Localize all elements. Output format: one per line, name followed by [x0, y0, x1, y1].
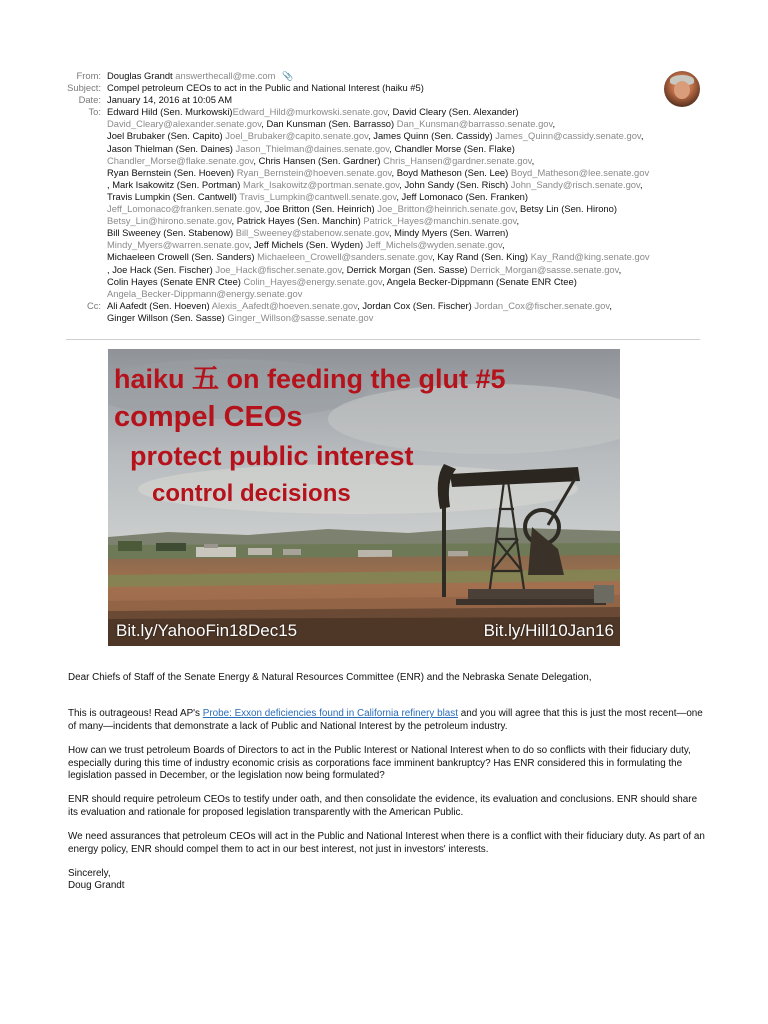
recipient-email[interactable]: Ryan_Bernstein@hoeven.senate.gov: [236, 166, 392, 178]
recipient-line: [107, 227, 704, 239]
sender-avatar: [664, 71, 700, 107]
recipient-email[interactable]: Derrick_Morgan@sasse.senate.gov: [470, 263, 619, 275]
poster-link-right: Bit.ly/Hill10Jan16: [483, 621, 614, 640]
recipient-line: [107, 300, 704, 312]
recipient-line: [107, 203, 704, 215]
sender-name[interactable]: Douglas Grandt: [107, 70, 173, 81]
cc-label: Cc:: [86, 299, 101, 311]
greeting: Dear Chiefs of Staff of the Senate Energy & Natural Resources Committee (ENR) and the Nebraska Senate Delegation,: [68, 672, 592, 683]
email-body: [68, 672, 708, 893]
recipient-line: [107, 276, 704, 288]
recipient-email[interactable]: James_Quinn@cassidy.senate.gov: [495, 130, 641, 142]
recipient-email[interactable]: Chandler_Morse@flake.senate.gov: [107, 154, 254, 166]
recipient-line: [107, 264, 704, 276]
recipient-name[interactable]: Joel Brubaker (Sen. Capito): [107, 130, 226, 142]
recipient-name[interactable]: Ali Aafedt (Sen. Hoeven): [107, 299, 212, 311]
subject-row: [54, 82, 704, 94]
poster-link-left: Bit.ly/YahooFin18Dec15: [116, 621, 298, 640]
recipient-name[interactable]: Ryan Bernstein (Sen. Hoeven): [107, 166, 237, 178]
recipient-email[interactable]: Jeff_Michels@wyden.senate.gov: [365, 239, 503, 251]
recipient-email[interactable]: Joel_Brubaker@capito.senate.gov: [225, 130, 369, 142]
recipient-email[interactable]: Kay_Rand@king.senate.gov: [530, 251, 650, 263]
haiku-poster-image: [108, 349, 620, 646]
recipient-name[interactable]: , Jeff Michels (Sen. Wyden): [248, 239, 366, 251]
recipient-email[interactable]: John_Sandy@risch.senate.gov: [510, 178, 641, 190]
poster-title: haiku 五 on feeding the glut #5: [114, 364, 506, 394]
recipient-line: [107, 167, 704, 179]
recipient-email[interactable]: Michaeleen_Crowell@sanders.senate.gov: [257, 251, 433, 263]
recipient-line: [107, 143, 704, 155]
recipient-email[interactable]: Joe_Britton@heinrich.senate.gov: [377, 203, 515, 215]
recipient-email[interactable]: Travis_Lumpkin@cantwell.senate.gov: [239, 190, 397, 202]
recipient-name[interactable]: , Betsy Lin (Sen. Hirono): [514, 203, 617, 215]
recipient-name[interactable]: , Angela Becker-Dippmann (Senate ENR Ctee): [381, 275, 577, 287]
recipient-name[interactable]: , John Sandy (Sen. Risch): [399, 178, 511, 190]
recipient-name[interactable]: ,: [618, 263, 622, 275]
recipient-name[interactable]: ,: [609, 299, 612, 311]
email-header: [54, 70, 704, 324]
date-label: Date:: [78, 94, 101, 106]
recipient-name[interactable]: ,: [552, 118, 556, 130]
recipient-line: [107, 239, 704, 251]
to-row: [54, 106, 704, 300]
recipient-name[interactable]: , Jordan Cox (Sen. Fischer): [357, 299, 475, 311]
recipient-name[interactable]: , Mark Isakowitz (Sen. Portman): [107, 178, 243, 190]
recipient-name[interactable]: , David Cleary (Sen. Alexander): [387, 106, 519, 118]
recipient-name[interactable]: Edward Hild (Sen. Murkowski): [107, 106, 233, 118]
subject-label: Subject:: [67, 82, 101, 94]
recipient-name[interactable]: ,: [640, 130, 644, 142]
recipient-email[interactable]: Betsy_Lin@hirono.senate.gov: [107, 215, 232, 227]
cc-recipient-list: [107, 300, 704, 324]
recipient-name[interactable]: , Patrick Hayes (Sen. Manchin): [231, 215, 364, 227]
paragraph-3: ENR should require petroleum CEOs to testify under oath, and then consolidate the evidence, its evaluation and conclusions. ENR should share its evaluation and rationale for proposed legislation transparently with the American Public.: [68, 794, 698, 818]
recipient-email[interactable]: Chris_Hansen@gardner.senate.gov: [383, 154, 532, 166]
haiku-line-2: protect public interest: [130, 441, 414, 471]
recipient-name[interactable]: , Joe Hack (Sen. Fischer): [107, 263, 216, 275]
recipient-email[interactable]: Mindy_Myers@warren.senate.gov: [107, 239, 249, 251]
recipient-email[interactable]: Angela_Becker-Dippmann@energy.senate.gov: [107, 287, 303, 299]
paragraph-2: How can we trust petroleum Boards of Directors to act in the Public Interest or National Interest when to do so conflicts with their fiduciary duty, especially during this time of industry economic crisis as corporations face imminent bankruptcy? Has ENR considered this in formulating the legislation passed in December, or the legislation now being formulated?: [68, 745, 691, 782]
date-text: January 14, 2016 at 10:05 AM: [107, 94, 233, 106]
recipient-line: [107, 118, 704, 130]
recipient-line: [107, 155, 704, 167]
from-row: [54, 70, 704, 82]
ap-probe-link[interactable]: Probe: Exxon deficiencies found in California refinery blast: [202, 708, 458, 720]
recipient-name[interactable]: Michaeleen Crowell (Sen. Sanders): [107, 251, 258, 263]
recipient-name[interactable]: , Dan Kunsman (Sen. Barrasso): [261, 118, 397, 130]
recipient-email[interactable]: Jason_Thielman@daines.senate.gov: [235, 142, 390, 154]
recipient-email[interactable]: Patrick_Hayes@manchin.senate.gov: [363, 215, 517, 227]
recipient-name[interactable]: , Mindy Myers (Sen. Warren): [388, 227, 509, 239]
recipient-email[interactable]: Jeff_Lomonaco@franken.senate.gov: [107, 203, 260, 215]
recipient-email[interactable]: Joe_Hack@fischer.senate.gov: [215, 263, 342, 275]
recipient-email[interactable]: Dan_Kunsman@barrasso.senate.gov: [396, 118, 553, 130]
recipient-name[interactable]: , Boyd Matheson (Sen. Lee): [391, 166, 511, 178]
recipient-email[interactable]: Alexis_Aafedt@hoeven.senate.gov: [211, 299, 358, 311]
recipient-line: [107, 251, 704, 263]
from-label: From:: [76, 70, 101, 81]
closing: Sincerely,: [68, 868, 111, 880]
recipient-email[interactable]: Jordan_Cox@fischer.senate.gov: [474, 299, 610, 311]
recipient-line: [107, 215, 704, 227]
recipient-name[interactable]: , Kay Rand (Sen. King): [432, 251, 531, 263]
recipient-email[interactable]: Boyd_Matheson@lee.senate.gov: [510, 166, 650, 178]
recipient-email[interactable]: David_Cleary@alexander.senate.gov: [107, 118, 262, 130]
paragraph-1: [68, 708, 708, 733]
recipient-name[interactable]: ,: [531, 154, 535, 166]
recipient-name[interactable]: Bill Sweeney (Sen. Stabenow): [107, 227, 236, 239]
sender-email[interactable]: answerthecall@me.com: [175, 70, 276, 81]
recipient-email[interactable]: Edward_Hild@murkowski.senate.gov: [232, 106, 388, 118]
recipient-name[interactable]: Travis Lumpkin (Sen. Cantwell): [107, 190, 240, 202]
recipient-email[interactable]: Colin_Hayes@energy.senate.gov: [243, 275, 382, 287]
recipient-line: [107, 288, 704, 300]
recipient-name[interactable]: , Derrick Morgan (Sen. Sasse): [341, 263, 471, 275]
recipient-line: [107, 106, 704, 118]
cc-row: [54, 300, 704, 324]
attachment-icon: 📎: [282, 71, 294, 81]
paragraph-1-rest: and you will agree that this is just the most recent—one of many—incidents that demonstrate a lack of Public and National Interest by the petroleum industry.: [68, 708, 703, 732]
subject-text: Compel petroleum CEOs to act in the Public and National Interest (haiku #5): [107, 82, 424, 94]
recipient-line: [107, 191, 704, 203]
recipient-name[interactable]: , Jeff Lomonaco (Sen. Franken): [396, 190, 528, 202]
recipient-name[interactable]: , Joe Britton (Sen. Heinrich): [259, 203, 378, 215]
recipient-name[interactable]: ,: [502, 239, 505, 251]
recipient-email[interactable]: Mark_Isakowitz@portman.senate.gov: [242, 178, 400, 190]
to-label: To:: [88, 106, 101, 118]
recipient-name[interactable]: , Chris Hansen (Sen. Gardner): [253, 154, 384, 166]
haiku-line-1: compel CEOs: [114, 401, 303, 433]
recipient-name[interactable]: Jason Thielman (Sen. Daines): [107, 142, 236, 154]
recipient-name[interactable]: ,: [516, 215, 520, 227]
haiku-line-3: control decisions: [152, 480, 351, 507]
recipient-line: [107, 130, 704, 142]
date-row: [54, 94, 704, 106]
recipient-email[interactable]: Ginger_Willson@sasse.senate.gov: [227, 311, 374, 323]
paragraph-1-lead: This is outrageous! Read AP's: [68, 708, 203, 720]
recipient-name[interactable]: ,: [640, 178, 643, 190]
recipient-name[interactable]: , Chandler Morse (Sen. Flake): [389, 142, 515, 154]
signature: Doug Grandt: [68, 880, 125, 892]
paragraph-4: We need assurances that petroleum CEOs will act in the Public and National Interest when there is a conflict with their fiduciary duty. As part of an energy policy, ENR should compel them to act in our best interest, not just in investors' interests.: [68, 831, 705, 855]
recipient-name[interactable]: Ginger Willson (Sen. Sasse): [107, 311, 228, 323]
recipient-name[interactable]: , James Quinn (Sen. Cassidy): [368, 130, 496, 142]
header-divider: [66, 339, 700, 340]
recipient-line: [107, 312, 704, 324]
to-recipient-list: [107, 106, 704, 300]
recipient-email[interactable]: Bill_Sweeney@stabenow.senate.gov: [235, 227, 389, 239]
recipient-name[interactable]: Colin Hayes (Senate ENR Ctee): [107, 275, 244, 287]
recipient-line: [107, 179, 704, 191]
